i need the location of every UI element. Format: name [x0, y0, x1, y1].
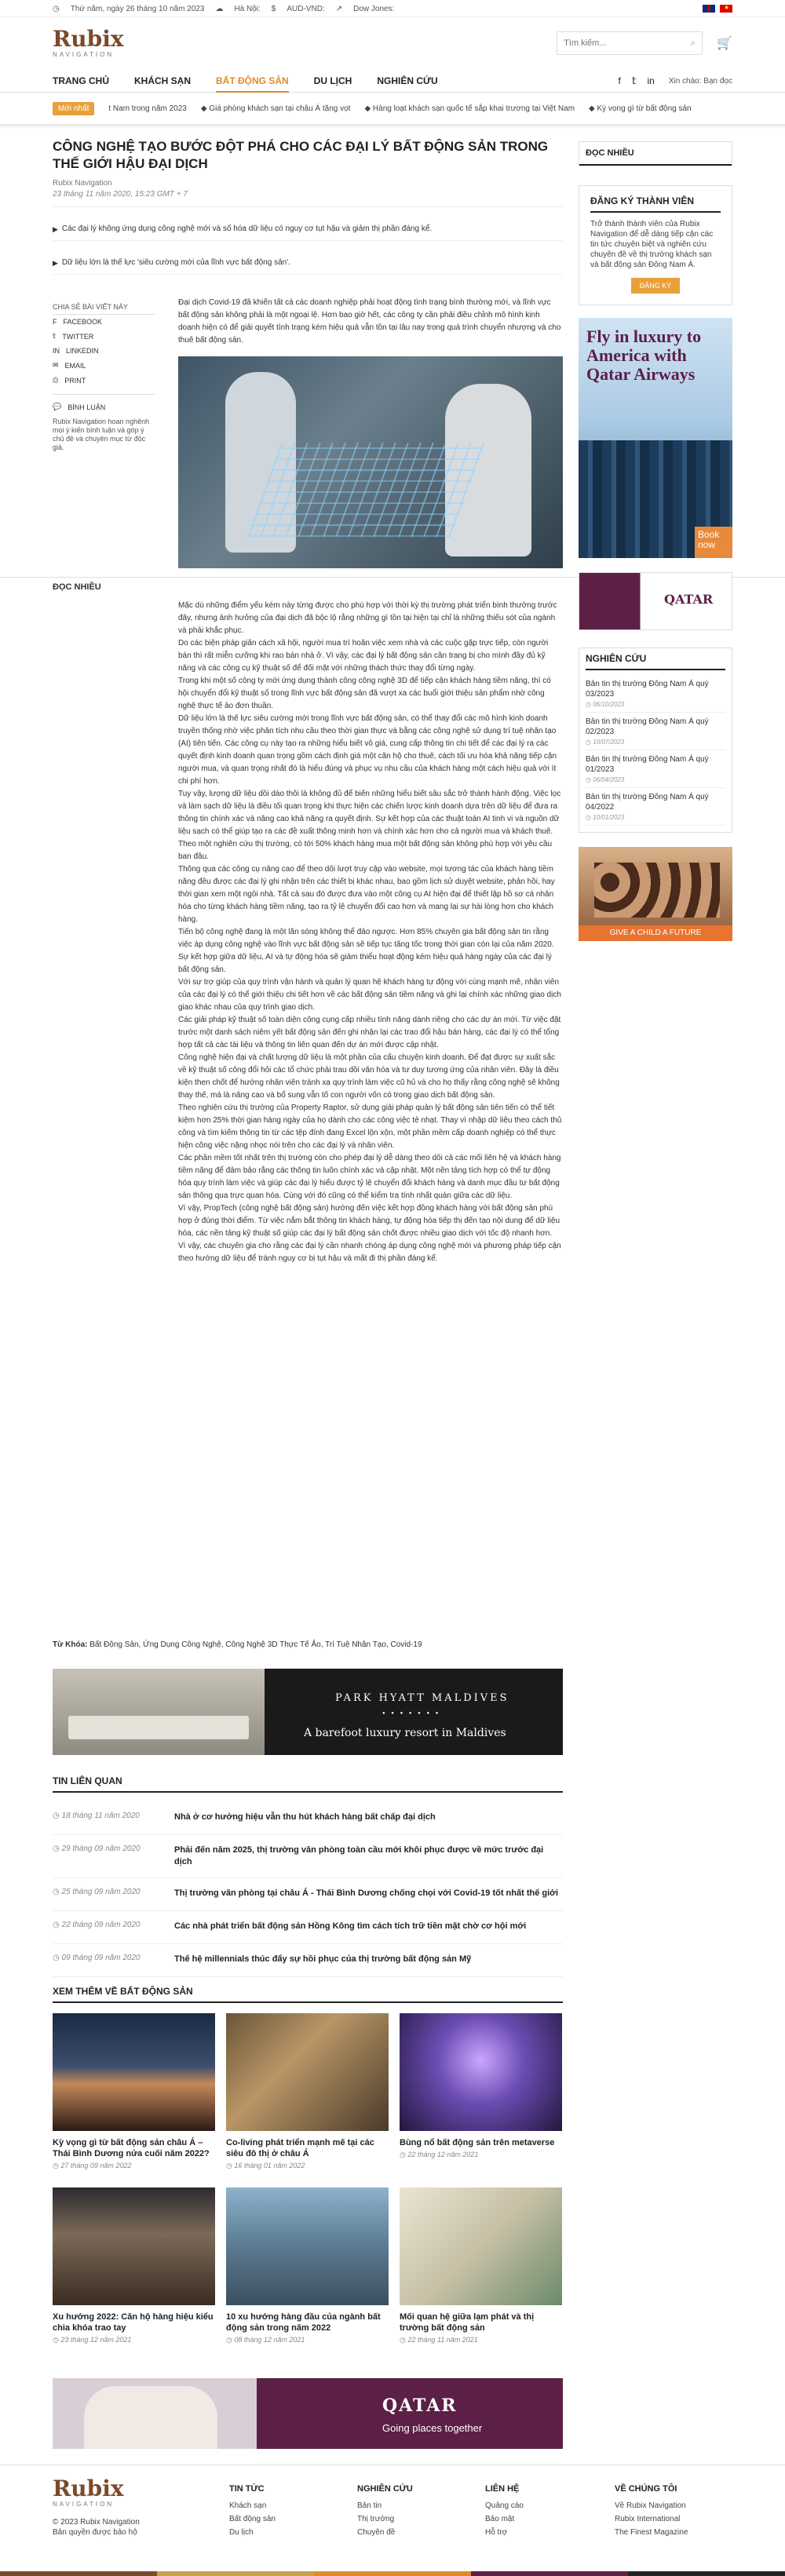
nav-social [619, 75, 655, 86]
print-icon: ⎙ [53, 376, 59, 384]
article-card[interactable] [400, 2013, 562, 2170]
book-now-button[interactable]: Book now [695, 527, 732, 558]
related-heading: TIN LIÊN QUAN [53, 1775, 563, 1793]
hyatt-banner-ad[interactable] [53, 1669, 563, 1755]
card-title: Bùng nổ bất động sản trên metaverse [400, 2138, 555, 2147]
ticker-item-text: Kỳ vọng gì từ bất động sản [597, 104, 692, 113]
article-date: 23 tháng 11 năm 2020, 15:23 GMT + 7 [53, 190, 188, 199]
qatar-banner-ad[interactable] [53, 2378, 563, 2449]
hyatt-tagline: A barefoot luxury resort in Maldives [304, 1727, 506, 1739]
article-summary [53, 206, 563, 275]
paragraph: Mặc dù những điểm yếu kém này từng được cho phù hợp với thời kỳ thị trường phát triển bình thường trước đây, nhưng ảnh hưởng của đại dịch đã bộc lộ rằng những gì tồn tại hiện tại chỉ là những thiếu sót của ngành và phải khắc phục. [178, 601, 557, 635]
footer-heading: VỀ CHÚNG TÔI [615, 2484, 677, 2494]
summary-text: Dữ liệu lớn là thế lực 'siêu cường mới của lĩnh vực bất động sản'. [61, 258, 290, 267]
search-icon[interactable]: ⌕ [690, 38, 696, 48]
related-date: ◷ 29 tháng 09 năm 2020 [53, 1844, 141, 1853]
footer-col-news [229, 2484, 276, 2541]
card-image [53, 2013, 215, 2131]
related-date-text: 18 tháng 11 năm 2020 [61, 1812, 140, 1820]
footer-stripe [0, 2571, 785, 2576]
footer-link[interactable]: Về Rubix Navigation [615, 2501, 686, 2510]
footer-link[interactable]: Bất động sản [229, 2515, 276, 2523]
summary-item [53, 218, 563, 241]
footer-col-about [615, 2484, 688, 2541]
search-input[interactable] [564, 38, 691, 48]
related-item[interactable] [53, 1802, 563, 1835]
logo-main: Rubix [53, 26, 124, 52]
more-grid [53, 2013, 563, 2344]
qatar-logo: QATAR [382, 2395, 458, 2416]
english-flag-icon[interactable] [703, 5, 715, 13]
comment-label: BÌNH LUẬN [68, 403, 106, 411]
footer-col-contact [485, 2484, 524, 2541]
paragraph: Công nghệ hiện đại và chất lượng dữ liệu là một phần của cấu chuyện kinh doanh. Để đạt được sự xuất sắc về kỹ thuật số công đổi hỏi các tổ chức phải trau dồi văn hóa và tư duy tương ứng của nhân viên. Đây là điều kiện then chốt để hướng nhân viên tránh xa quy trình làm việc cũ hủ và cho họ thấy rằng công nghệ sẽ không thay thế, mà là nâng cao và bổ sung vẫn tố con người vốn có trong giao dịch bất động sản. [178, 1053, 560, 1100]
hologram-city [247, 443, 486, 537]
charity-ad[interactable] [579, 847, 732, 941]
share-heading: CHIA SẺ BÀI VIẾT NÀY [53, 303, 155, 315]
card-date: ◷ 16 tháng 01 năm 2022 [226, 2162, 305, 2169]
card-date: ◷ 27 tháng 09 năm 2022 [53, 2162, 132, 2169]
related-date-text: 09 tháng 09 năm 2020 [61, 1954, 141, 1962]
paragraph: Tiến bộ công nghệ đang là một lăn sóng không thể đảo ngược. Hơn 85% chuyên gia bất động sản tin rằng việc áp dụng công nghệ vào lĩnh vực bất động sản sẽ tiếp tục tăng tốc trong thời gian còn lại của năm 2020. Sự kết hợp giữa dữ liệu, AI và tự động hóa sẽ giảm thiểu hoạt động kém hiệu quả hàng ngày của các đại lý bất động sản. [178, 928, 554, 974]
article-tags [53, 1640, 422, 1649]
article-card[interactable] [400, 2187, 562, 2344]
research-title: Bản tin thị trường Đông Nam Á quý 01/2023 [586, 755, 709, 774]
card-date: ◷ 22 tháng 11 năm 2021 [400, 2336, 478, 2344]
nav-item-real-estate[interactable]: BẤT ĐỘNG SẢN [216, 69, 289, 93]
card-date-text: 22 tháng 12 năm 2021 [407, 2151, 479, 2158]
nav-item-travel[interactable]: DU LỊCH [313, 75, 352, 86]
register-heading: ĐĂNG KÝ THÀNH VIÊN [590, 195, 721, 213]
related-title: Các nhà phát triển bất động sản Hồng Kông tìm cách tích trữ tiền mặt chờ cơ hội mới [174, 1921, 527, 1931]
charity-slogan: GIVE A CHILD A FUTURE [579, 925, 732, 941]
paragraph: Dữ liệu lớn là thế lực siêu cường mới trong lĩnh vực bất động sản, có thể thay đổi các mô hình kinh doanh truyền thống nhờ việc phân tích nhu cầu theo thời gian thực và bằng các công nghệ sử dụng trí tuệ nhân tạo (AI) tiên tiến. Các công cụ này tạo ra những hiểu biết vô giá, cung cấp thông tin chi tiết để các đại lý ra các quyết định kinh doanh quan trọng gồm cách định giá một căn hộ cho thuê, cách tối ưu hóa khả năng tiếp cận người mua, và quan trọng nhất đó là hiểu đúng và phục vụ nhu cầu của khách hàng một cách hiệu quả với ít chi phí hơn. [178, 714, 557, 786]
header [0, 17, 785, 69]
weather-city: Hà Nội: [234, 4, 261, 13]
comment-section [53, 394, 155, 452]
related-list [53, 1802, 563, 1977]
popular-heading: ĐỌC NHIỀU [579, 142, 732, 166]
linkedin-icon[interactable]: in [647, 75, 655, 86]
footer-link[interactable]: Hỗ trợ [485, 2528, 508, 2537]
article-text [178, 600, 563, 1265]
footer-heading: LIÊN HỆ [485, 2484, 520, 2494]
article-card[interactable] [53, 2187, 215, 2344]
logo-sub: NAVIGATION [53, 2501, 115, 2508]
hyatt-brand: PARK HYATT MALDIVES [335, 1692, 509, 1704]
research-date: ◷ 06/10/2023 [586, 701, 625, 708]
current-date: Thứ năm, ngày 26 tháng 10 năm 2023 [70, 4, 205, 13]
tags-label: Từ Khóa: [53, 1640, 88, 1649]
paragraph: Vì vậy, PropTech (công nghệ bất động sản) hướng đến việc kết hợp đồng khách hàng với bất động sản phù hợp ở đúng thời điểm. Từ việc nắm bắt thông tin khách hàng, tự động hóa tiếp thị đến tạo nội dung để dữ liệu hóa, các nền tảng kỹ thuật số giúp các đại lý bất động sản chốt được nhiều giao dịch với tốc độ nhanh hơn. [178, 1204, 560, 1238]
ticker-item[interactable]: t Nam trong năm 2023 [108, 104, 187, 113]
paragraph: Theo nghiên cứu thị trường của Property Raptor, sử dụng giải pháp quản lý bất động sản tiên tiến có thể tiết kiệm hơn 25% thời gian hàng ngày của họ dành cho các công việc tẻ nhạt. Thay vì nhập dữ liệu theo cách thủ công và tìm kiếm thông tin từ các tệp đính đang Excel lộn xộn, một phần mềm cấp doanh nghiệp có thể thực hiện công việc nặng nhọc nói trên cho các đại lý và nhân viên. [178, 1104, 562, 1150]
footer-link[interactable]: Bảo mật [485, 2515, 515, 2523]
share-label: TWITTER [62, 332, 94, 341]
research-date-text: 10/07/2023 [593, 739, 625, 746]
index-icon: ↗ [335, 4, 343, 13]
related-date: ◷ 22 tháng 09 năm 2020 [53, 1921, 141, 1929]
main-content [53, 133, 563, 1265]
footer-link[interactable]: The Finest Magazine [615, 2528, 688, 2537]
popular-box [579, 141, 732, 166]
related-item[interactable] [53, 1911, 563, 1944]
share-linkedin[interactable] [53, 344, 155, 358]
footer-logo[interactable] [53, 2478, 124, 2508]
related-item[interactable] [53, 1835, 563, 1878]
qatar-logo: QATAR [664, 592, 714, 607]
sidebar [579, 141, 732, 941]
register-box [579, 185, 732, 305]
resort-image [53, 1669, 265, 1755]
children-image [594, 863, 720, 918]
share-print[interactable] [53, 373, 155, 388]
facebook-icon: F [53, 318, 57, 326]
calendar-icon: ◷ [53, 4, 60, 13]
ad-headline: Fly in luxury to America with Qatar Airways [586, 327, 702, 384]
card-image [226, 2013, 389, 2131]
footer-link[interactable]: Khách sạn [229, 2501, 267, 2510]
footer-link[interactable]: Quảng cáo [485, 2501, 524, 2510]
card-date: ◷ 22 tháng 12 năm 2021 [400, 2151, 479, 2158]
qatar-small-ad[interactable] [579, 572, 732, 630]
paragraph: Tuy vậy, lượng dữ liệu dồi dào thôi là không đủ để biến những hiểu biết sâu sắc trở thành hành động. Việc lọc và làm sạch dữ liệu là điều tối quan trọng khi thực hiện các chiến lược kinh doanh dựa trên dữ liệu để đưa ra thông tin chính xác và nâng cao khả năng ra quyết định. Sự kết hợp của các thuật toán AI tinh vi và nguồn dữ liệu sạch có thể giúp tạo ra các đề xuất thông minh hơn và chính xác hơn cho cả người mua và khách thuê. Theo một nghiên cứu thị trường, có tới 50% khách hàng mua một bất động sản không phù hợp với yêu cầu ban đầu. [178, 790, 561, 861]
more-heading: XEM THÊM VỀ BẤT ĐỘNG SẢN [53, 1986, 563, 2003]
ticker-item-text: Giá phòng khách sạn tại châu Á tăng vọt [209, 104, 351, 113]
nav-item-research[interactable]: NGHIÊN CỨU [377, 75, 438, 86]
card-title: Kỳ vọng gì từ bất động sản châu Á – Thái Bình Dương nửa cuối năm 2022? [53, 2138, 210, 2158]
related-date: ◷ 25 tháng 09 năm 2020 [53, 1888, 141, 1896]
research-date: ◷ 06/04/2023 [586, 776, 625, 783]
article-card[interactable] [226, 2187, 389, 2344]
passenger-image [84, 2386, 217, 2449]
decor-dots: ● ● ● ● ● ● ● [382, 1711, 441, 1716]
logo-sub: NAVIGATION [53, 51, 115, 58]
related-title: Phải đến năm 2025, thị trường văn phòng toàn cầu mới khôi phục được về mức trước đại dịch [174, 1845, 544, 1866]
footer-col-research [357, 2484, 413, 2541]
article-lead: Đại dịch Covid-19 đã khiến tất cả các doanh nghiệp phải hoạt động tình trạng bình thường mới, và lĩnh vực bất động sản không phải là một ngoại lệ. Hơn bao giờ hết, các công ty cần phải điều chỉnh mô hình kinh doanh hiện có để giải quyết tình trạng kém hiệu quả vẫn tồn tại lâu nay trong quá trình chuyển nhượng và cho thuê bất động sản. [178, 298, 561, 345]
arrow-right-icon: ▶ [53, 225, 58, 233]
header-shadow [0, 124, 785, 129]
research-title: Bản tin thị trường Đông Nam Á quý 03/2023 [586, 680, 709, 699]
greeting[interactable]: Xin chào: Bạn đọc [668, 76, 732, 86]
weather-icon: ☁ [215, 4, 224, 13]
related-title: Thị trường văn phòng tại châu Á - Thái Bình Dương chống chọi với Covid-19 tốt nhất thế giới [174, 1888, 559, 1898]
card-date-text: 22 tháng 11 năm 2021 [407, 2336, 478, 2344]
article-author[interactable]: Rubix Navigation [53, 179, 112, 188]
footer-heading: NGHIÊN CỨU [357, 2484, 413, 2494]
currency-rate: AUD-VND: [287, 4, 325, 13]
card-date-text: 27 tháng 09 năm 2022 [60, 2162, 132, 2169]
register-text: Trở thành thành viên của Rubix Navigation để dễ dàng tiếp cận các tin tức chuyên biệt và nghiên cứu chuyên đề về thị trường khách sạn và bất động sản Đông Nam Á. [590, 220, 714, 269]
share-facebook[interactable] [53, 315, 155, 329]
research-title: Bản tin thị trường Đông Nam Á quý 04/2022 [586, 793, 709, 812]
footer-link[interactable]: Bản tin [357, 2501, 382, 2510]
paragraph: Các phần mềm tốt nhất trên thị trường còn cho phép đại lý dễ dàng theo dõi cả các mối liên hệ và khách hàng tiềm năng để đảm bảo rằng các thông tin luôn chính xác và cập nhật. Một nền tảng tích hợp có thể tự động hóa quy trình làm việc và giúp các đại lý hiểu được tỷ lệ chuyển đổi khách hàng và danh mục đầu tư bất động sản thông qua trực quan hóa. Cùng với đó cũng có thể kiểm tra tính nhất quán giữa các dữ liệu. [178, 1154, 561, 1200]
qatar-slogan: Going places together [382, 2422, 483, 2434]
twitter-icon: 𝕥 [53, 332, 57, 340]
paragraph: Do các biện pháp giãn cách xã hội, người mua trì hoãn việc xem nhà và các cuộc gặp trực tiếp, còn người bán thì rất miễn cưỡng khi rao bán nhà ở. Vì vậy, các đại lý bất động sản cần trang bị cho mình đầy đủ kỹ năng và các công cụ kỹ thuật số để đối mặt với những thách thức thay đổi từng ngày. [178, 639, 549, 673]
card-date: ◷ 08 tháng 12 năm 2021 [226, 2336, 305, 2344]
stock-index: Dow Jones: [353, 4, 395, 13]
top-bar [0, 0, 785, 17]
cart-icon[interactable]: 🛒 [717, 37, 732, 50]
footer-link[interactable]: Du lịch [229, 2528, 254, 2537]
card-date-text: 08 tháng 12 năm 2021 [234, 2336, 305, 2344]
currency-icon: $ [271, 4, 276, 13]
register-button[interactable]: ĐĂNG KÝ [631, 278, 680, 294]
card-image [226, 2187, 389, 2305]
article-card[interactable] [53, 2013, 215, 2170]
share-twitter[interactable] [53, 329, 155, 344]
card-title: 10 xu hướng hàng đầu của ngành bất động sản trong năm 2022 [226, 2312, 381, 2333]
article-body [53, 297, 563, 1265]
share-email[interactable] [53, 358, 155, 373]
research-date-text: 06/10/2023 [593, 701, 625, 708]
related-date: ◷ 18 tháng 11 năm 2020 [53, 1812, 140, 1820]
logo-main: Rubix [53, 2476, 124, 2501]
research-item[interactable] [586, 713, 725, 750]
paragraph: Các giải pháp kỹ thuật số toàn diện công cụng cấp nhiều tính năng dành riêng cho các dự án mới. Từ việc đặt trước một danh sách niêm yết bất động sản đến ghi nhận lại các trao đổi hậu bán hàng, các đại lý có thể tổng hợp tất cả các tài liệu và thông tin liên quan đến dự án mới được cập nhật. [178, 1016, 561, 1049]
summary-text: Các đại lý không ứng dụng công nghệ mới và số hóa dữ liệu có nguy cơ tụt hậu và giảm thị phần đáng kể. [61, 224, 433, 233]
facebook-icon[interactable]: f [618, 75, 621, 86]
ticker-item[interactable]: ◆ Kỳ vọng gì từ bất động sản [589, 104, 692, 113]
card-date-text: 16 tháng 01 năm 2022 [234, 2162, 305, 2169]
footer-heading: TIN TỨC [229, 2484, 265, 2494]
card-title: Co-living phát triển mạnh mẽ tại các siêu đô thị ở châu Á [226, 2138, 374, 2158]
research-date-text: 06/04/2023 [593, 776, 625, 783]
card-image [400, 2013, 562, 2131]
research-title: Bản tin thị trường Đông Nam Á quý 02/2023 [586, 717, 709, 736]
copyright-text: © 2023 Rubix Navigation [53, 2518, 140, 2527]
ticker-item[interactable]: ◆ Hàng loạt khách sạn quốc tế sắp khai trương tại Việt Nam [364, 104, 575, 113]
share-panel [53, 303, 155, 452]
paragraph: Với sự trợ giúp của quy trình vận hành và quản lý quan hệ khách hàng tự động với cùng mạnh mẽ, nhân viên của các đại lý có thể giới thiệu chi tiết hơn về các bất động sản tiềm năng và ghi lại chính xác những giao dịch giao khác nhau của quy trình giao dịch. [178, 978, 561, 1012]
comment-link[interactable] [53, 400, 155, 414]
comment-icon: 💬 [53, 403, 62, 410]
research-date-text: 10/01/2023 [593, 814, 625, 821]
ticker-badge: Mới nhất [53, 102, 94, 115]
card-title: Xu hướng 2022: Căn hộ hàng hiệu kiểu chia khóa trao tay [53, 2312, 214, 2333]
ticker-item-text: Hàng loạt khách sạn quốc tế sắp khai trương tại Việt Nam [372, 104, 575, 113]
card-image [400, 2187, 562, 2305]
research-date: ◷ 10/07/2023 [586, 739, 625, 746]
related-title: Thế hệ millennials thúc đẩy sự hồi phục của thị trường bất động sản Mỹ [174, 1954, 472, 1964]
related-date: ◷ 09 tháng 09 năm 2020 [53, 1954, 141, 1962]
card-date-text: 23 tháng 12 năm 2021 [60, 2336, 132, 2344]
paragraph: Trong khi một số công ty mới ứng dụng thành công công nghệ 3D để tiếp cận khách hàng tiềm năng, thì có hội chuyển đổi kỹ thuật số trong lĩnh vực bất động sản đã vượt xa các buổi giới thiệu sản phẩm nhờ công nghệ thực tế ảo đơn thuần. [178, 677, 551, 710]
search-box [557, 31, 703, 55]
vietnamese-flag-icon[interactable] [720, 5, 732, 13]
share-label: PRINT [64, 376, 86, 385]
nav-item-hotels[interactable]: KHÁCH SẠN [134, 75, 191, 86]
card-date: ◷ 23 tháng 12 năm 2021 [53, 2336, 132, 2344]
ticker-item[interactable]: ◆ Giá phòng khách sạn tại châu Á tăng vọt [200, 104, 351, 113]
news-ticker [0, 93, 785, 124]
research-item[interactable] [586, 788, 725, 826]
related-item[interactable] [53, 1878, 563, 1911]
footer-link[interactable]: Chuyên đề [357, 2528, 396, 2537]
qatar-sidebar-ad[interactable] [579, 318, 732, 558]
summary-item [53, 252, 563, 275]
research-box [579, 648, 732, 833]
paragraph: Vì vậy, các chuyên gia cho rằng các đại lý cần nhanh chóng áp dụng công nghệ mới và phương pháp tiếp cận theo hướng dữ liệu để tránh nguy cơ bị tụt hậu và mất đi thị phần đáng kể. [178, 1242, 561, 1263]
related-date-text: 29 tháng 09 năm 2020 [61, 1844, 141, 1853]
research-date: ◷ 10/01/2023 [586, 814, 625, 821]
article-image [178, 356, 563, 568]
related-date-text: 25 tháng 09 năm 2020 [61, 1888, 141, 1896]
card-image [53, 2187, 215, 2305]
twitter-icon[interactable]: 𝕥 [631, 75, 637, 86]
arrow-right-icon: ▶ [53, 259, 58, 267]
nav-item-home[interactable]: TRANG CHỦ [53, 75, 109, 86]
footer-link[interactable]: Rubix International [615, 2515, 681, 2523]
paragraph: Thông qua các công cụ nâng cao để theo dõi lượt truy cập vào website, mọi tương tác của khách hàng tiềm năng đều được các đại lý ghi nhận trên các thiết bị khác nhau, bao gồm lịch sử duyệt website, phản hồi, hay thời gian xem một ngôi nhà. Tất cả sau đó được đưa vào một công cụ AI hiện đại để thiết lập hồ sơ cá nhân hóa cho từng khách hàng tiềm năng, tạo ra tỷ lệ chuyển đổi cao hơn và mang lại sự hài lòng hơn cho khách hàng. [178, 865, 555, 924]
card-title: Mối quan hệ giữa lạm phát và thị trường bất động sản [400, 2312, 535, 2333]
related-item[interactable] [53, 1944, 563, 1977]
copyright [53, 2517, 140, 2538]
research-item[interactable] [586, 750, 725, 788]
linkedin-icon: IN [53, 347, 60, 355]
research-heading: NGHIÊN CỨU [586, 653, 725, 670]
popular-label: ĐỌC NHIỀU [53, 582, 101, 592]
footer-link[interactable]: Thị trường [357, 2515, 395, 2523]
email-icon: ✉ [53, 361, 59, 369]
share-label: FACEBOOK [63, 318, 103, 326]
rights-text: Bản quyền được bảo hộ [53, 2528, 137, 2537]
related-date-text: 22 tháng 09 năm 2020 [61, 1921, 141, 1929]
related-title: Nhà ở cơ hưởng hiệu vẫn thu hút khách hàng bất chấp đại dịch [174, 1812, 436, 1822]
article-title: CÔNG NGHỆ TẠO BƯỚC ĐỘT PHÁ CHO CÁC ĐẠI LÝ BẤT ĐỘNG SẢN TRONG THẾ GIỚI HẬU ĐẠI DỊCH [53, 139, 549, 171]
article-card[interactable] [226, 2013, 389, 2170]
main-nav [0, 69, 785, 93]
comment-description: Rubix Navigation hoan nghênh mọi ý kiến bình luận và góp ý chủ đề và chuyên mục từ độc giả. [53, 418, 150, 451]
site-logo[interactable] [53, 28, 124, 58]
research-item[interactable] [586, 675, 725, 713]
share-label: EMAIL [64, 361, 86, 370]
footer [0, 2465, 785, 2576]
share-label: LINKEDIN [66, 347, 99, 355]
tags-list[interactable]: Bất Động Sản, Ứng Dụng Công Nghệ, Công Nghệ 3D Thực Tế Ảo, Trí Tuệ Nhân Tạo, Covid-19 [89, 1640, 422, 1649]
